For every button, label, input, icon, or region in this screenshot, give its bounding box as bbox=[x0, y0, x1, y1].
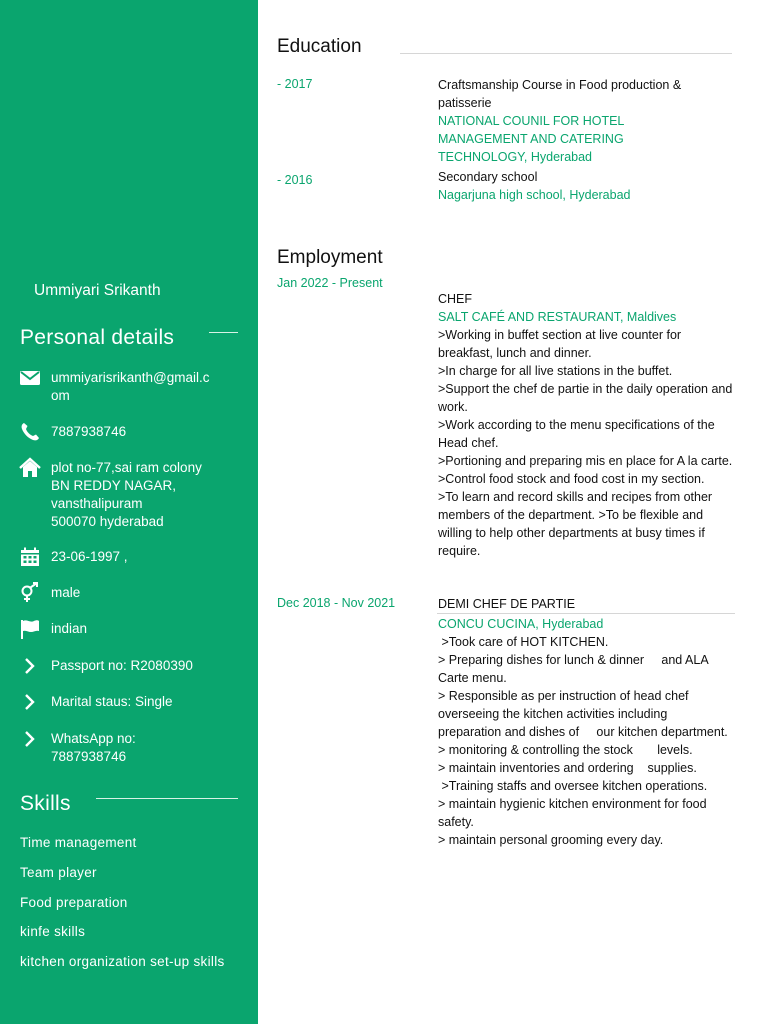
calendar-icon bbox=[19, 546, 41, 568]
job-duty: >Support the chef de partie in the daily operation and work. bbox=[438, 382, 736, 414]
job-duty: > monitoring & controlling the stock levels. bbox=[438, 743, 693, 757]
marital-status-text: Marital staus: Single bbox=[51, 694, 173, 709]
job-duty: >Work according to the menu specifications of the Head chef. bbox=[438, 418, 719, 450]
skill-item: Time management bbox=[20, 835, 137, 850]
job-duty: > Preparing dishes for lunch & dinner and ALA Carte menu. bbox=[438, 653, 712, 685]
job-entry bbox=[438, 595, 728, 849]
job-duty: > Responsible as per instruction of head chef overseeing the kitchen activities including preparation and dishes of our kitchen department. bbox=[438, 689, 728, 739]
employment-heading: Employment bbox=[277, 247, 383, 268]
chevron-right-icon bbox=[19, 691, 41, 713]
education-entry bbox=[438, 168, 738, 204]
education-title: Secondary school bbox=[438, 170, 538, 184]
job-duty: > maintain personal grooming every day. bbox=[438, 833, 664, 847]
candidate-name: Ummiyari Srikanth bbox=[34, 282, 161, 299]
education-title: Craftsmanship Course in Food production & patisserie bbox=[438, 78, 682, 110]
gender-text: male bbox=[51, 585, 81, 600]
job-duty: >Working in buffet section at live counter for breakfast, lunch and dinner. bbox=[438, 328, 685, 360]
phone-icon bbox=[19, 421, 41, 443]
skill-item: Food preparation bbox=[20, 895, 128, 910]
education-institution: NATIONAL COUNIL FOR HOTEL MANAGEMENT AND CATERING TECHNOLOGY, Hyderabad bbox=[438, 114, 624, 164]
job-employer: SALT CAFÉ AND RESTAURANT, Maldives bbox=[438, 310, 677, 324]
job-date: Dec 2018 - Nov 2021 bbox=[277, 596, 396, 610]
job-duty: >Control food stock and food cost in my section. bbox=[438, 472, 705, 486]
job-title: CHEF bbox=[438, 292, 473, 306]
job-duty: > maintain inventories and ordering supplies. bbox=[438, 761, 697, 775]
education-institution: Nagarjuna high school, Hyderabad bbox=[438, 188, 631, 202]
skill-item: Team player bbox=[20, 865, 97, 880]
skill-item: kitchen organization set-up skills bbox=[20, 954, 225, 969]
job-title: DEMI CHEF DE PARTIE bbox=[438, 597, 576, 611]
email-icon bbox=[19, 367, 41, 389]
sidebar bbox=[0, 0, 258, 1024]
job-duty: > maintain hygienic kitchen environment for food safety. bbox=[438, 797, 711, 829]
education-heading: Education bbox=[277, 36, 362, 57]
job-duty: >To learn and record skills and recipes from other members of the department. >To be flexible and willing to help other departments at busy times if require. bbox=[438, 490, 716, 558]
email-text: ummiyarisrikanth@gmail.c om bbox=[51, 370, 210, 403]
chevron-right-icon bbox=[19, 655, 41, 677]
education-date: - 2016 bbox=[277, 173, 313, 187]
dob-text: 23-06-1997 , bbox=[51, 549, 128, 564]
whatsapp-text: WhatsApp no: 7887938746 bbox=[51, 731, 136, 764]
job-duty: >Portioning and preparing mis en place for A la carte. bbox=[438, 454, 733, 468]
chevron-right-icon bbox=[19, 728, 41, 750]
personal-details-heading: Personal details bbox=[20, 326, 175, 349]
job-date: Jan 2022 - Present bbox=[277, 276, 383, 290]
flag-icon bbox=[19, 618, 41, 640]
address-text: plot no-77,sai ram colony BN REDDY NAGAR, vansthalipuram 500070 hyderabad bbox=[51, 460, 202, 529]
personal-heading-rule bbox=[209, 332, 238, 333]
job-employer: CONCU CUCINA, Hyderabad bbox=[438, 617, 604, 631]
nationality-text: indian bbox=[51, 621, 88, 636]
job-entry bbox=[438, 290, 738, 560]
phone-text: 7887938746 bbox=[51, 424, 127, 439]
job-duty: >Took care of HOT KITCHEN. bbox=[438, 635, 609, 649]
skills-heading: Skills bbox=[20, 792, 71, 815]
job-duty: >Training staffs and oversee kitchen operations. bbox=[438, 779, 708, 793]
education-entry bbox=[438, 76, 723, 166]
skills-heading-rule bbox=[96, 798, 238, 799]
gender-icon bbox=[19, 582, 41, 604]
education-heading-rule bbox=[400, 53, 732, 54]
home-icon bbox=[19, 457, 41, 479]
education-date: - 2017 bbox=[277, 77, 313, 91]
job-duty: >In charge for all live stations in the buffet. bbox=[438, 364, 673, 378]
skill-item: kinfe skills bbox=[20, 924, 86, 939]
passport-text: Passport no: R2080390 bbox=[51, 658, 193, 673]
